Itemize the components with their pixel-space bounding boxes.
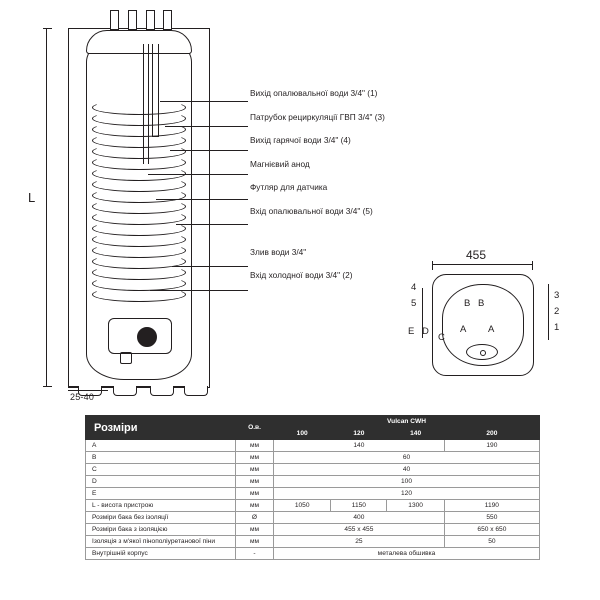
callout-hot-water-outlet: Вихід гарячої води 3/4" (4) bbox=[250, 135, 351, 145]
foot-dimension-line bbox=[68, 390, 108, 391]
table-row-unit: мм bbox=[236, 500, 274, 512]
table-cell: 1150 bbox=[331, 500, 387, 512]
leader-line-8 bbox=[150, 290, 248, 291]
top-view-label-B1: B bbox=[464, 298, 471, 309]
table-row-label: Ізоляція з м'якої пінополіуретанової піни bbox=[86, 536, 236, 548]
table-row bbox=[86, 452, 540, 464]
table-row-label: Розміри бака без ізоляції bbox=[86, 512, 236, 524]
foot-dimension-label: 25-40 bbox=[70, 392, 95, 402]
port-icon bbox=[128, 10, 137, 30]
table-title: Розміри bbox=[86, 416, 236, 440]
height-dimension-line bbox=[46, 28, 47, 386]
table-row-label: D bbox=[86, 476, 236, 488]
table-model-140: 140 bbox=[387, 428, 444, 440]
foot bbox=[184, 386, 208, 396]
table-body bbox=[86, 440, 540, 560]
top-view-label-C: C bbox=[438, 332, 445, 343]
table-row-unit: - bbox=[236, 548, 274, 560]
top-view-label-2: 2 bbox=[554, 306, 560, 317]
table-row-label: E bbox=[86, 488, 236, 500]
callout-heating-water-outlet: Вихід опалювальної води 3/4" (1) bbox=[250, 88, 378, 98]
table-row-unit: мм bbox=[236, 464, 274, 476]
leader-line-3 bbox=[170, 150, 248, 151]
table-row bbox=[86, 548, 540, 560]
leader-line-4 bbox=[148, 174, 248, 175]
table-row-label: B bbox=[86, 452, 236, 464]
top-view-label-D: D bbox=[422, 326, 429, 337]
callout-water-drain: Злив води 3/4" bbox=[250, 246, 307, 257]
top-view-label-A2: A bbox=[488, 324, 495, 335]
table-cell: 40 bbox=[274, 464, 540, 476]
table-cell: металева обшивка bbox=[274, 548, 540, 560]
top-view-tick-left bbox=[422, 288, 423, 338]
table-row bbox=[86, 524, 540, 536]
table-row bbox=[86, 500, 540, 512]
table-group-header: Vulcan CWH bbox=[274, 416, 540, 428]
top-ports bbox=[110, 10, 170, 30]
table-row bbox=[86, 440, 540, 452]
table-row-label: A bbox=[86, 440, 236, 452]
table-cell: 1050 bbox=[274, 500, 331, 512]
table-row-label: L - висота пристрою bbox=[86, 500, 236, 512]
dimensions-table bbox=[85, 415, 540, 560]
table-row-unit: мм bbox=[236, 440, 274, 452]
top-view-width-dimension bbox=[432, 264, 532, 265]
table-cell: 190 bbox=[444, 440, 539, 452]
top-view-label-5: 5 bbox=[411, 298, 417, 309]
table-cell: 400 bbox=[274, 512, 445, 524]
table-cell: 650 x 650 bbox=[444, 524, 539, 536]
top-view-label-B2: B bbox=[478, 298, 485, 309]
table-cell: 100 bbox=[274, 476, 540, 488]
leader-line-1 bbox=[160, 101, 248, 102]
table-unit-header: О.в. bbox=[236, 416, 274, 440]
table-row-unit: мм bbox=[236, 536, 274, 548]
table-cell: 550 bbox=[444, 512, 539, 524]
table-row-unit: мм bbox=[236, 524, 274, 536]
table-model-100: 100 bbox=[274, 428, 331, 440]
table-cell: 60 bbox=[274, 452, 540, 464]
top-view-label-A1: A bbox=[460, 324, 467, 335]
table-row bbox=[86, 536, 540, 548]
table-row-label: Розміри бака з ізоляцією bbox=[86, 524, 236, 536]
table-row-label: Внутрішній корпус bbox=[86, 548, 236, 560]
table-cell: 25 bbox=[274, 536, 445, 548]
table-row-unit: мм bbox=[236, 476, 274, 488]
table-row-unit: мм bbox=[236, 488, 274, 500]
top-view-label-1: 1 bbox=[554, 322, 560, 333]
callout-dhw-recirculation: Патрубок рециркуляції ГВП 3/4" (3) bbox=[250, 111, 385, 122]
table-row-unit: мм bbox=[236, 452, 274, 464]
top-view-label-3: 3 bbox=[554, 290, 560, 301]
callout-cold-water-inlet: Вхід холодної води 3/4" (2) bbox=[250, 270, 353, 280]
table-cell: 120 bbox=[274, 488, 540, 500]
callout-sensor-sleeve: Футляр для датчика bbox=[250, 182, 328, 192]
table-cell: 1300 bbox=[387, 500, 444, 512]
table-cell: 455 x 455 bbox=[274, 524, 445, 536]
callout-magnesium-anode: Магнієвий анод bbox=[250, 158, 310, 169]
foot bbox=[150, 386, 174, 396]
callout-heating-water-inlet: Вхід опалювальної води 3/4" (5) bbox=[250, 205, 373, 216]
leader-line-6 bbox=[176, 224, 248, 225]
inspection-flange bbox=[108, 318, 172, 354]
foot bbox=[113, 386, 137, 396]
top-view-width-label: 455 bbox=[466, 248, 487, 262]
top-view-flange-oval bbox=[466, 344, 498, 360]
port-icon bbox=[163, 10, 172, 30]
table-row-label: C bbox=[86, 464, 236, 476]
top-view-label-4: 4 bbox=[411, 282, 417, 293]
leader-line-7 bbox=[172, 266, 248, 267]
table-row bbox=[86, 488, 540, 500]
table-cell: 50 bbox=[444, 536, 539, 548]
table-row bbox=[86, 512, 540, 524]
table-cell: 1190 bbox=[444, 500, 539, 512]
port-icon bbox=[110, 10, 119, 30]
table-model-120: 120 bbox=[331, 428, 387, 440]
leader-line-2 bbox=[165, 126, 248, 127]
top-view-label-E: E bbox=[408, 326, 415, 337]
heat-exchanger-coil bbox=[92, 100, 184, 300]
height-label: L bbox=[28, 190, 36, 205]
port-icon bbox=[146, 10, 155, 30]
top-view-tick-right bbox=[548, 284, 549, 340]
table-row-unit: Ø bbox=[236, 512, 274, 524]
table-row bbox=[86, 464, 540, 476]
tank-top-cap bbox=[86, 30, 192, 54]
drain-port bbox=[120, 352, 132, 364]
table-row bbox=[86, 476, 540, 488]
top-view-drawing bbox=[408, 248, 594, 398]
table-model-200: 200 bbox=[444, 428, 539, 440]
table-cell: 140 bbox=[274, 440, 445, 452]
leader-line-5 bbox=[156, 199, 248, 200]
